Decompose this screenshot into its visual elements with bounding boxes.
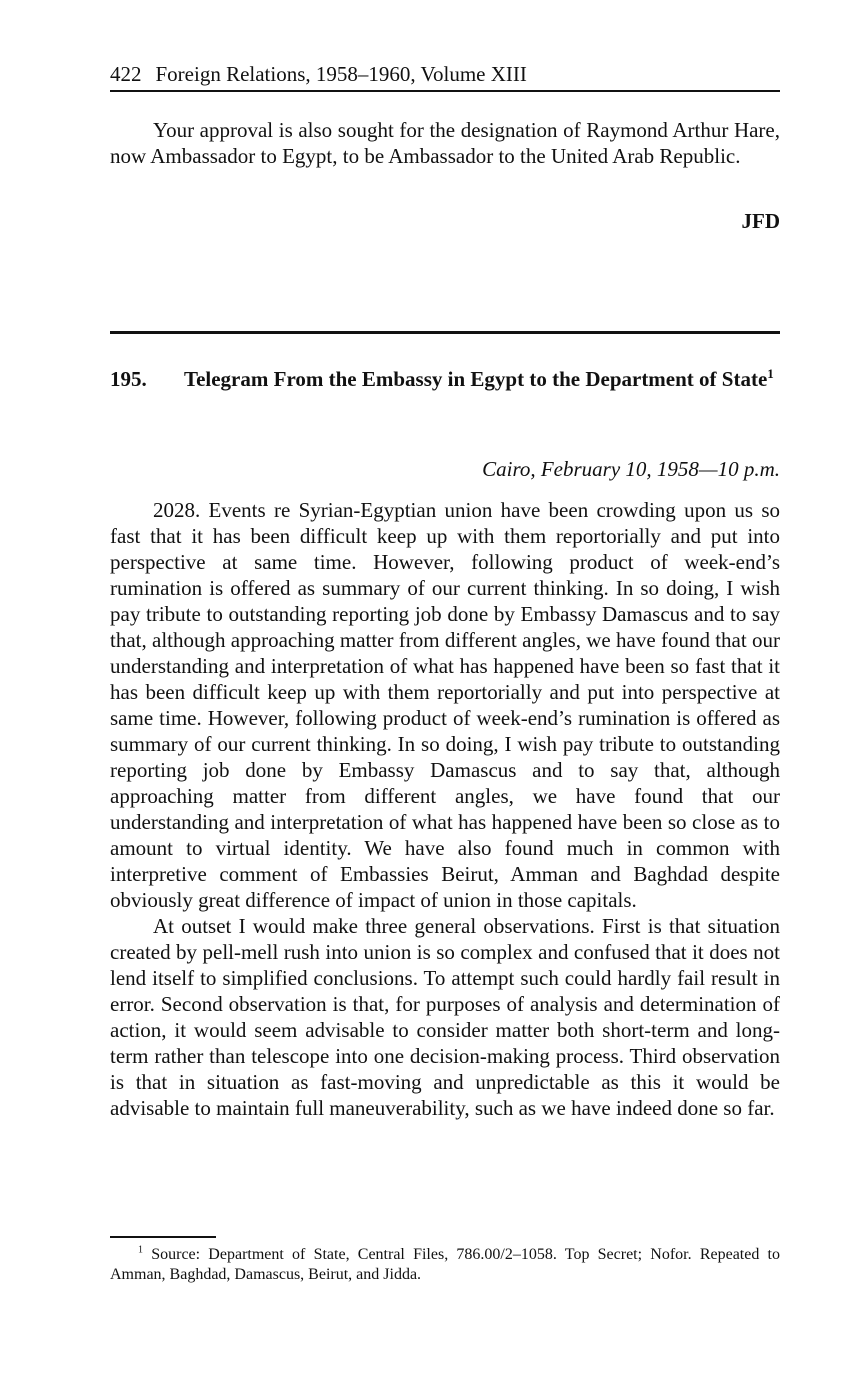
footnote-marker: 1 [138,1244,143,1256]
closing-paragraph: Your approval is also sought for the designation of Raymond Arthur Hare, now Ambassador to Egypt, to be Ambassador to the United Arab Republic. [110,118,780,168]
body-paragraph: 2028. Events re Syrian-Egyptian union have been crowding upon us so fast that it has been difficult keep up with them reportorially and put into perspective at same time. However, following product of week-end’s rumination is offered as summary of our current thinking. In so doing, I wish pay tribute to outstanding reporting job done by Embassy Damascus and to say that, although approaching matter from different angles, we have found that our understanding and interpretation of what has happened have been so fast that it has been difficult keep up with them reportorially and put into perspective at same time. However, following product of week-end’s rumination is offered as summary of our current thinking. In so doing, I wish pay tribute to outstanding reporting job done by Embassy Damascus and to say that, although approaching matter from different angles, we have found that our understanding and interpretation of what has happened have been so close as to amount to virtual identity. We have also found much in common with interpretive comment of Embassies Beirut, Amman and Baghdad despite obviously great difference of impact of union in those capitals. [110,498,780,912]
page-number: 422 [110,62,142,86]
section-divider [110,331,780,334]
volume-title: Foreign Relations, 1958–1960, Volume XIII [155,62,527,86]
footnote-reference: 1 [767,366,774,381]
footnote [110,1245,780,1285]
dateline: Cairo, February 10, 1958—10 p.m. [482,457,780,481]
document-heading [110,366,780,392]
telegram-body [110,497,780,1121]
running-head [110,60,780,92]
document-title: Telegram From the Embassy in Egypt to the Department of State [184,367,768,391]
document-title-block [184,366,780,392]
body-paragraph: At outset I would make three general observations. First is that situation created by pell-mell rush into union is so complex and confused that it does not lend itself to simplified conclusions. To attempt such could hardly fail result in error. Second observation is that, for purposes of analysis and determination of action, it would seem advisable to consider matter both short-term and long-term rather than telescope into one decision-making process. Third observation is that in situation as fast-moving and unpredictable as this it would be advisable to maintain full maneuverability, such as we have indeed done so far. [110,914,780,1120]
document-number: 195. [110,367,147,391]
signature-initials: JFD [741,209,780,233]
footnote-rule [110,1236,216,1238]
footnote-text: Source: Department of State, Central Files, 786.00/2–1058. Top Secret; Nofor. Repeated to Amman, Baghdad, Damascus, Beirut, and Jidda. [110,1246,780,1283]
